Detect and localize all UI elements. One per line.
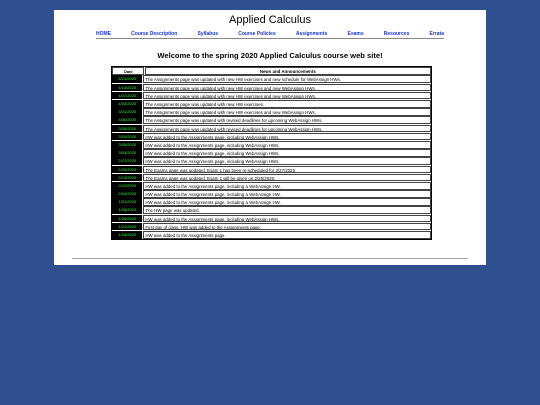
row-date: 1/21/2020 bbox=[112, 223, 142, 231]
row-announcement: HW was added to the Assignments page, including WebAssign HWs. bbox=[143, 141, 431, 149]
row-announcement: HW was added to the Assignments page, including a WebAssign HW. bbox=[143, 190, 431, 198]
table-header-row bbox=[112, 67, 431, 75]
nav-errata-link[interactable]: Errata bbox=[429, 31, 444, 37]
row-announcement: HW was added to the Assignments page. bbox=[143, 231, 431, 239]
table-row bbox=[112, 75, 431, 83]
row-announcement: HW was added to the Assignments page, including WebAssign HWs. bbox=[143, 157, 431, 165]
table-row bbox=[112, 100, 431, 108]
table-row bbox=[112, 149, 431, 157]
row-announcement: HW was added to the Assignments page, including WebAssign HWs. bbox=[143, 215, 431, 223]
table-row bbox=[112, 190, 431, 198]
row-announcement: The HW page was updated. bbox=[143, 206, 431, 214]
row-announcement: The Exams page was updated. Exam 1 will be given on 2/25/2020. bbox=[143, 174, 431, 182]
nav-divider bbox=[96, 38, 444, 39]
row-date: 4/07/2020 bbox=[112, 92, 142, 100]
row-announcement: HW was added to the Assignments page, including WebAssign HWs. bbox=[143, 133, 431, 141]
table-row bbox=[112, 231, 431, 239]
nav-course-policies-link[interactable]: Course Policies bbox=[238, 31, 276, 37]
table-row bbox=[112, 108, 431, 116]
table-row bbox=[112, 182, 431, 190]
nav-syllabus-link[interactable]: Syllabus bbox=[197, 31, 219, 37]
row-announcement: The Assignments page was updated with new HW exercises. bbox=[143, 100, 431, 108]
nav-home-link[interactable]: HOME bbox=[96, 31, 111, 37]
nav-assignments-link[interactable]: Assignments bbox=[295, 31, 328, 37]
row-date: 2/20/2020 bbox=[112, 166, 142, 174]
row-announcement: The Assignments page was updated with new HW exercises and new WebAssign HWs. bbox=[143, 108, 431, 116]
table-row bbox=[112, 133, 431, 141]
nav-course-description-link[interactable]: Course Description bbox=[131, 31, 178, 37]
table-row bbox=[112, 124, 431, 132]
row-date: 1/26/2020 bbox=[112, 215, 142, 223]
table-row bbox=[112, 165, 431, 173]
table-row bbox=[112, 141, 431, 149]
row-date: 2/27/2020 bbox=[112, 157, 142, 165]
row-announcement: First day of class. HW was added to the Assignments page. bbox=[143, 223, 431, 231]
row-date: 1/16/2020 bbox=[112, 231, 142, 239]
footer-divider bbox=[72, 258, 468, 259]
main-nav bbox=[96, 31, 444, 37]
table-row bbox=[112, 173, 431, 181]
table-row bbox=[112, 157, 431, 165]
row-announcement: The Assignments page was updated with revised deadlines for upcoming WebAssign HWs. bbox=[143, 116, 431, 124]
table-row bbox=[112, 92, 431, 100]
row-date: 1/31/2020 bbox=[112, 198, 142, 206]
table-row bbox=[112, 223, 431, 231]
row-date: 4/03/2020 bbox=[112, 100, 142, 108]
date-column-header: Date bbox=[112, 67, 144, 75]
row-date: 2/04/2020 bbox=[112, 190, 142, 198]
welcome-heading: Welcome to the spring 2020 Applied Calculus course web site! bbox=[157, 51, 383, 60]
row-date: 5/21/2020 bbox=[112, 75, 142, 83]
row-date: 2/11/2020 bbox=[112, 182, 142, 190]
table-row bbox=[112, 198, 431, 206]
table-row bbox=[112, 206, 431, 214]
row-announcement: HW was added to the Assignments page, including a WebAssign HW. bbox=[143, 198, 431, 206]
row-date: 3/03/2020 bbox=[112, 149, 142, 157]
table-row bbox=[112, 83, 431, 91]
nav-exams-link[interactable]: Exams bbox=[347, 31, 364, 37]
table-row bbox=[112, 116, 431, 124]
row-date: 4/14/2020 bbox=[112, 84, 142, 92]
row-announcement: HW was added to the Assignments page, including WebAssign HWs. bbox=[143, 149, 431, 157]
row-announcement: HW was added to the Assignments page, including a WebAssign HW. bbox=[143, 182, 431, 190]
row-date: 2/13/2020 bbox=[112, 174, 142, 182]
row-date: 3/10/2020 bbox=[112, 133, 142, 141]
site-title: Applied Calculus bbox=[229, 14, 311, 26]
row-announcement: The Assignments page was updated with new HW exercises and new WebAssign HWs. bbox=[143, 84, 431, 92]
page-container bbox=[54, 10, 486, 265]
row-date: 3/30/2020 bbox=[112, 116, 142, 124]
news-column-header: News and Announcements bbox=[145, 67, 431, 75]
table-body bbox=[112, 75, 431, 239]
table-row bbox=[112, 214, 431, 222]
row-date: 1/28/2020 bbox=[112, 206, 142, 214]
row-announcement: The Assignments page was updated with new HW exercises and new schedule for WebAssign HWs. bbox=[143, 75, 431, 83]
row-date: 3/20/2020 bbox=[112, 125, 142, 133]
nav-resources-link[interactable]: Resources bbox=[383, 31, 410, 37]
row-date: 3/31/2020 bbox=[112, 108, 142, 116]
row-announcement: The Assignments page was updated with revised deadlines for upcoming WebAssign HWs. bbox=[143, 125, 431, 133]
row-announcement: The Exams page was updated. Exam 1 has been re-scheduled for 2/27/2020. bbox=[143, 166, 431, 174]
row-announcement: The Assignments page was updated with new HW exercises and new WebAssign HWs. bbox=[143, 92, 431, 100]
news-table bbox=[111, 66, 432, 240]
row-date: 3/05/2020 bbox=[112, 141, 142, 149]
